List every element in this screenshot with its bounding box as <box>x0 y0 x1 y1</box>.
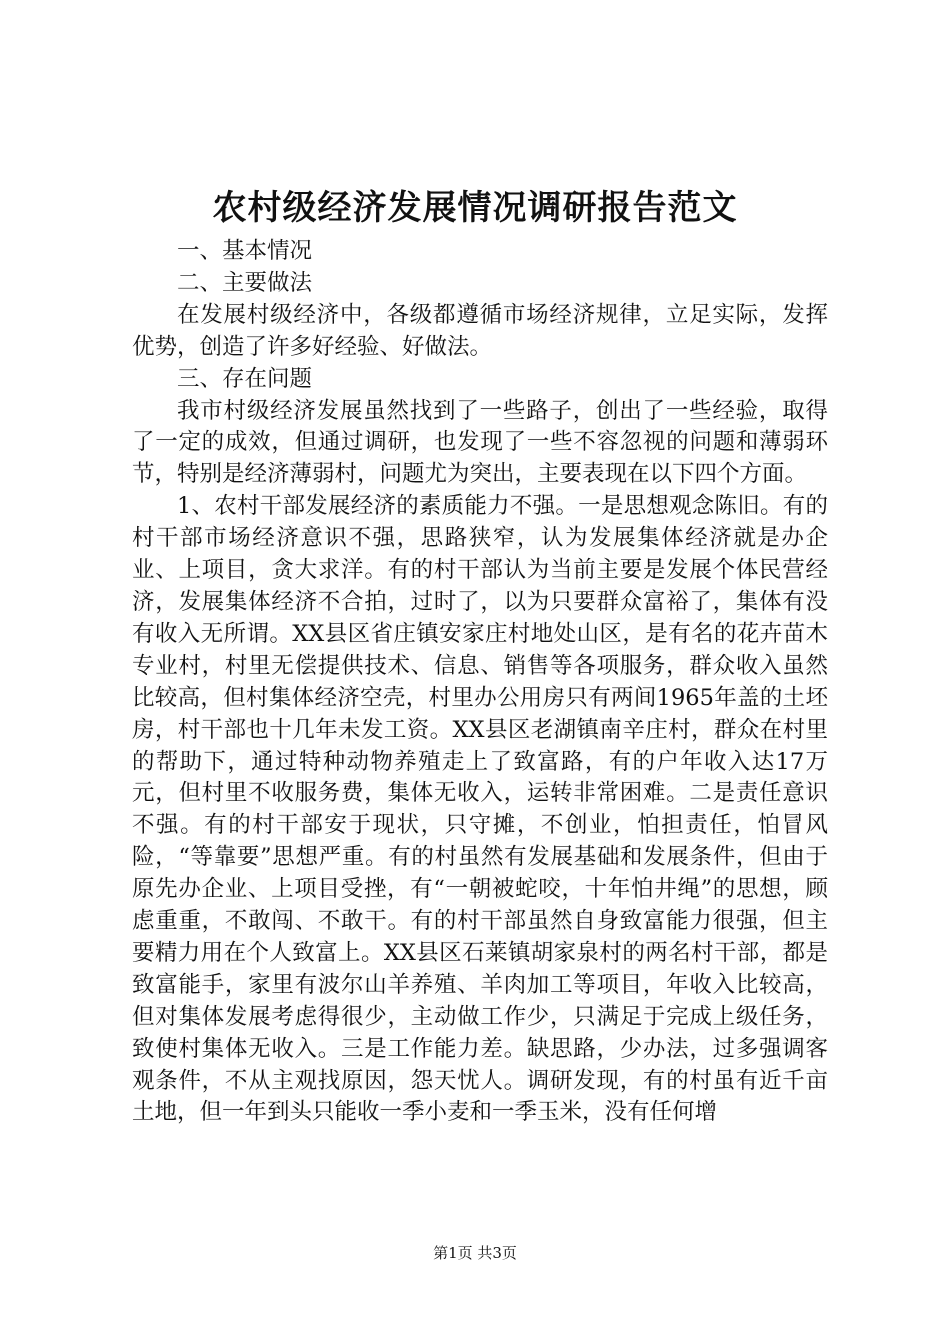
section-heading-basic: 一、基本情况 <box>177 238 313 264</box>
paragraph-practices: 在发展村级经济中，各级都遵循市场经济规律，立足实际，发挥优势，创造了许多好经验、好做法。 <box>132 301 828 360</box>
paragraph-problems-intro: 我市村级经济发展虽然找到了一些路子，创出了一些经验，取得了一定的成效，但通过调研，也发现了一些不容忽视的问题和薄弱环节，特别是经济薄弱村，问题尤为突出，主要表现在以下四个方面。 <box>132 397 828 488</box>
document-title: 农村级经济发展情况调研报告范文 <box>212 188 738 228</box>
page-number: 第1页 共3页 <box>433 1244 517 1262</box>
paragraph-problem-1: 1、农村干部发展经济的素质能力不强。一是思想观念陈旧。有的村干部市场经济意识不强，思路狭窄，认为发展集体经济就是办企业、上项目，贪大求洋。有的村干部认为当前主要是发展个体民营经济，发展集体经济不合拍，过时了，以为只要群众富裕了，集体有没有收入无所谓。XX县区省庄镇安家庄村地处山区，是有名的花卉苗木专业村，村里无偿提供技术、信息、销售等各项服务，群众收入虽然比较高，但村集体经济空壳，村里办公用房只有两间1965年盖的土坯房，村干部也十几年未发工资。XX县区老湖镇南辛庄村，群众在村里的帮助下，通过特种动物养殖走上了致富路，有的户年收入达17万元，但村里不收服务费，集体无收入，运转非常困难。二是责任意识不强。有的村干部安于现状，只守摊，不创业，怕担责任，怕冒风险，“等靠要”思想严重。有的村虽然有发展基础和发展条件，但由于原先办企业、上项目受挫，有“一朝被蛇咬，十年怕井绳”的思想，顾虑重重，不敢闯、不敢干。有的村干部虽然自身致富能力很强，但主要精力用在个人致富上。XX县区石莱镇胡家泉村的两名村干部，都是致富能手，家里有波尔山羊养殖、羊肉加工等项目，年收入比较高，但对集体发展考虑得很少，主动做工作少，只满足于完成上级任务，致使村集体无收入。三是工作能力差。缺思路，少办法，过多强调客观条件，不从主观找原因，怨天忧人。调研发现，有的村虽有近千亩土地，但一年到头只能收一季小麦和一季玉米，没有任何增 <box>132 493 828 1126</box>
section-heading-practices: 二、主要做法 <box>177 269 313 296</box>
document-body <box>132 236 828 1129</box>
section-heading-problems: 三、存在问题 <box>177 365 313 392</box>
